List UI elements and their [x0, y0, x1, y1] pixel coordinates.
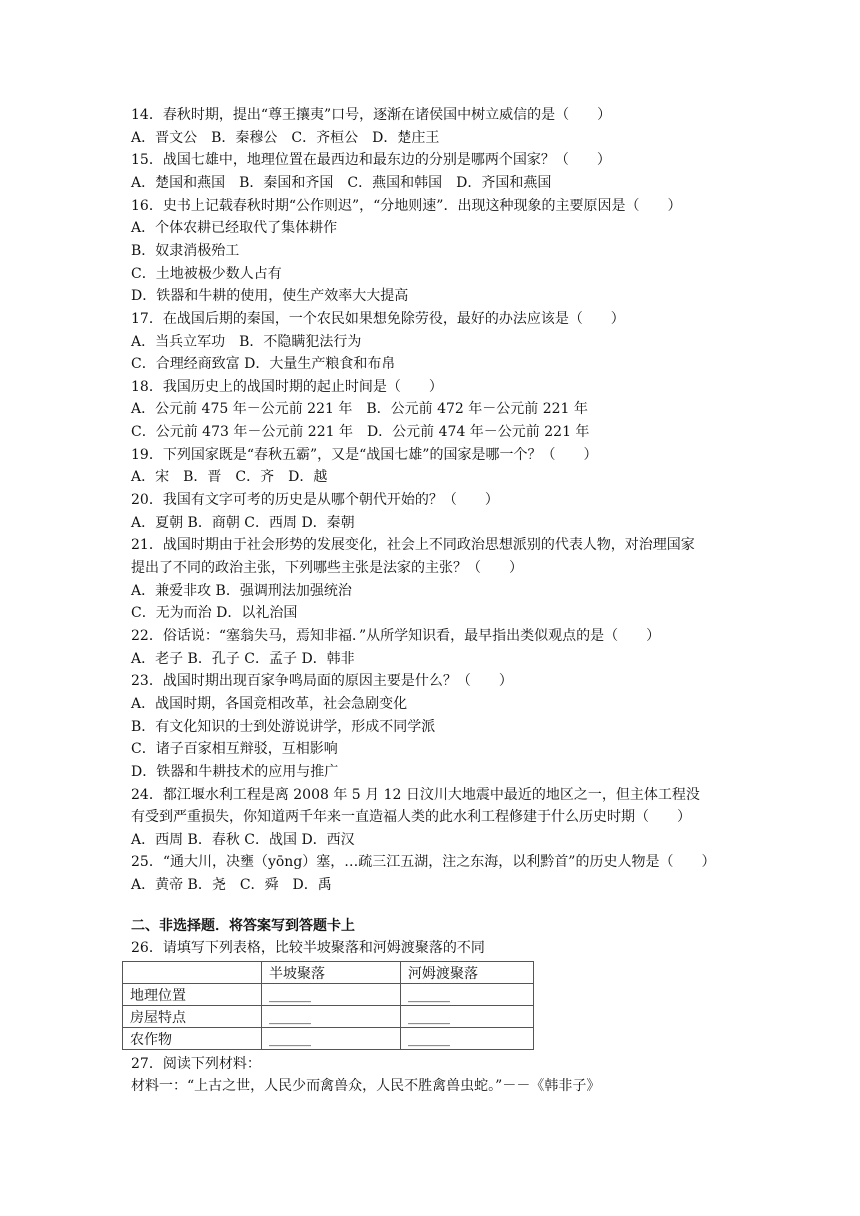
row-label: 农作物 [123, 1028, 262, 1050]
row-label: 房屋特点 [123, 1006, 262, 1028]
answer-blank[interactable]: ______ [262, 1028, 401, 1050]
question-line: D．铁器和牛耕的使用，使生产效率大大提高 [131, 288, 409, 305]
question-line: D．铁器和牛耕技术的应用与推广 [131, 763, 339, 780]
question-line: 16．史书上记载春秋时期“公作则迟”，“分地则速”．出现这种现象的主要原因是（ ） [131, 197, 682, 214]
material-one: 材料一：“上古之世，人民少而禽兽众，人民不胜禽兽虫蛇。”－－《韩非子》 [131, 1078, 601, 1094]
question-line: A．战国时期，各国竞相改革，社会急剧变化 [131, 695, 408, 712]
question-line: 24．都江堰水利工程是离 2008 年 5 月 12 日汶川大地震中最近的地区之一，但主体工程没 [131, 786, 700, 803]
question-line: 有受到严重损失，你知道两千年来一直造福人类的此水利工程修建于什么历史时期（ ） [131, 809, 691, 826]
question-line: A．夏朝 B．商朝 C．西周 D．秦朝 [131, 514, 355, 531]
table-row [123, 984, 534, 1006]
question-line: 提出了不同的政治主张，下列哪些主张是法家的主张？（ ） [131, 560, 523, 576]
table-row [123, 1006, 534, 1028]
question-line: A．兼爱非攻 B．强调刑法加强统治 [131, 582, 352, 599]
table-header-cell [123, 962, 262, 984]
question-line: A．黄帝 B．尧 C．舜 D．禹 [131, 877, 332, 894]
question-line: 14．春秋时期，提出“尊王攘夷”口号，逐渐在诸侯国中树立威信的是（ ） [131, 107, 612, 123]
question-line: 23．战国时期出现百家争鸣局面的原因主要是什么？（ ） [131, 673, 513, 690]
answer-blank[interactable]: ______ [262, 984, 401, 1006]
question-line: C．合理经商致富 D．大量生产粮食和布帛 [131, 356, 396, 373]
table-header-row [123, 962, 534, 984]
answer-blank[interactable]: ______ [401, 1028, 534, 1050]
question-line: C．诸子百家相互辩驳，互相影响 [131, 741, 338, 758]
question-line: A．楚国和燕国 B．秦国和齐国 C．燕国和韩国 D．齐国和燕国 [131, 174, 552, 191]
question-26-prompt: 26．请填写下列表格，比较半坡聚落和河姆渡聚落的不同 [131, 940, 485, 956]
table-header-cell: 半坡聚落 [262, 962, 401, 984]
answer-blank[interactable]: ______ [262, 1006, 401, 1028]
question-line: 15．战国七雄中，地理位置在最西边和最东边的分别是哪两个国家？（ ） [131, 152, 611, 169]
question-line: A．西周 B．春秋 C．战国 D．西汉 [131, 831, 355, 848]
comparison-table [122, 961, 534, 1050]
question-line: A．老子 B．孔子 C．孟子 D．韩非 [131, 650, 355, 667]
question-line: C．土地被极少数人占有 [131, 265, 282, 282]
question-line: A．晋文公 B．秦穆公 C．齐桓公 D．楚庄王 [131, 129, 440, 146]
question-line: C．无为而治 D．以礼治国 [131, 605, 298, 622]
question-line: 17．在战国后期的秦国，一个农民如果想免除劳役，最好的办法应该是（ ） [131, 310, 625, 327]
answer-blank[interactable]: ______ [401, 984, 534, 1006]
question-line: B．奴隶消极殆工 [131, 242, 240, 259]
question-line: 22．俗话说：“塞翁失马，焉知非福．”从所学知识看，最早指出类似观点的是（ ） [131, 627, 661, 644]
table-row [123, 1028, 534, 1050]
question-line: A．宋 B．晋 C．齐 D．越 [131, 469, 328, 486]
question-line: 21．战国时期由于社会形势的发展变化，社会上不同政治思想派别的代表人物，对治理国家 [131, 537, 695, 554]
answer-blank[interactable]: ______ [401, 1006, 534, 1028]
section-heading: 二、非选择题．将答案写到答题卡上 [131, 918, 355, 934]
question-27-prompt: 27．阅读下列材料： [131, 1056, 261, 1072]
question-line: 25．“通大川，决壅（yōng）塞，…疏三江五湖，注之东海，以利黔首”的历史人物是（ ） [131, 854, 716, 871]
question-line: A．个体农耕已经取代了集体耕作 [131, 220, 338, 237]
question-line: 19．下列国家既是“春秋五霸”，又是“战国七雄”的国家是哪一个？（ ） [131, 446, 598, 463]
question-line: C．公元前 473 年－公元前 221 年 D．公元前 474 年－公元前 221 年 [131, 424, 590, 441]
question-line: A．当兵立军功 B．不隐瞒犯法行为 [131, 333, 362, 350]
question-line: 18．我国历史上的战国时期的起止时间是（ ） [131, 378, 443, 395]
question-line: A．公元前 475 年－公元前 221 年 B．公元前 472 年－公元前 221 年 [131, 401, 588, 418]
row-label: 地理位置 [123, 984, 262, 1006]
question-line: B．有文化知识的士到处游说讲学，形成不同学派 [131, 718, 436, 735]
table-header-cell: 河姆渡聚落 [401, 962, 534, 984]
question-line: 20．我国有文字可考的历史是从哪个朝代开始的？（ ） [131, 492, 499, 509]
